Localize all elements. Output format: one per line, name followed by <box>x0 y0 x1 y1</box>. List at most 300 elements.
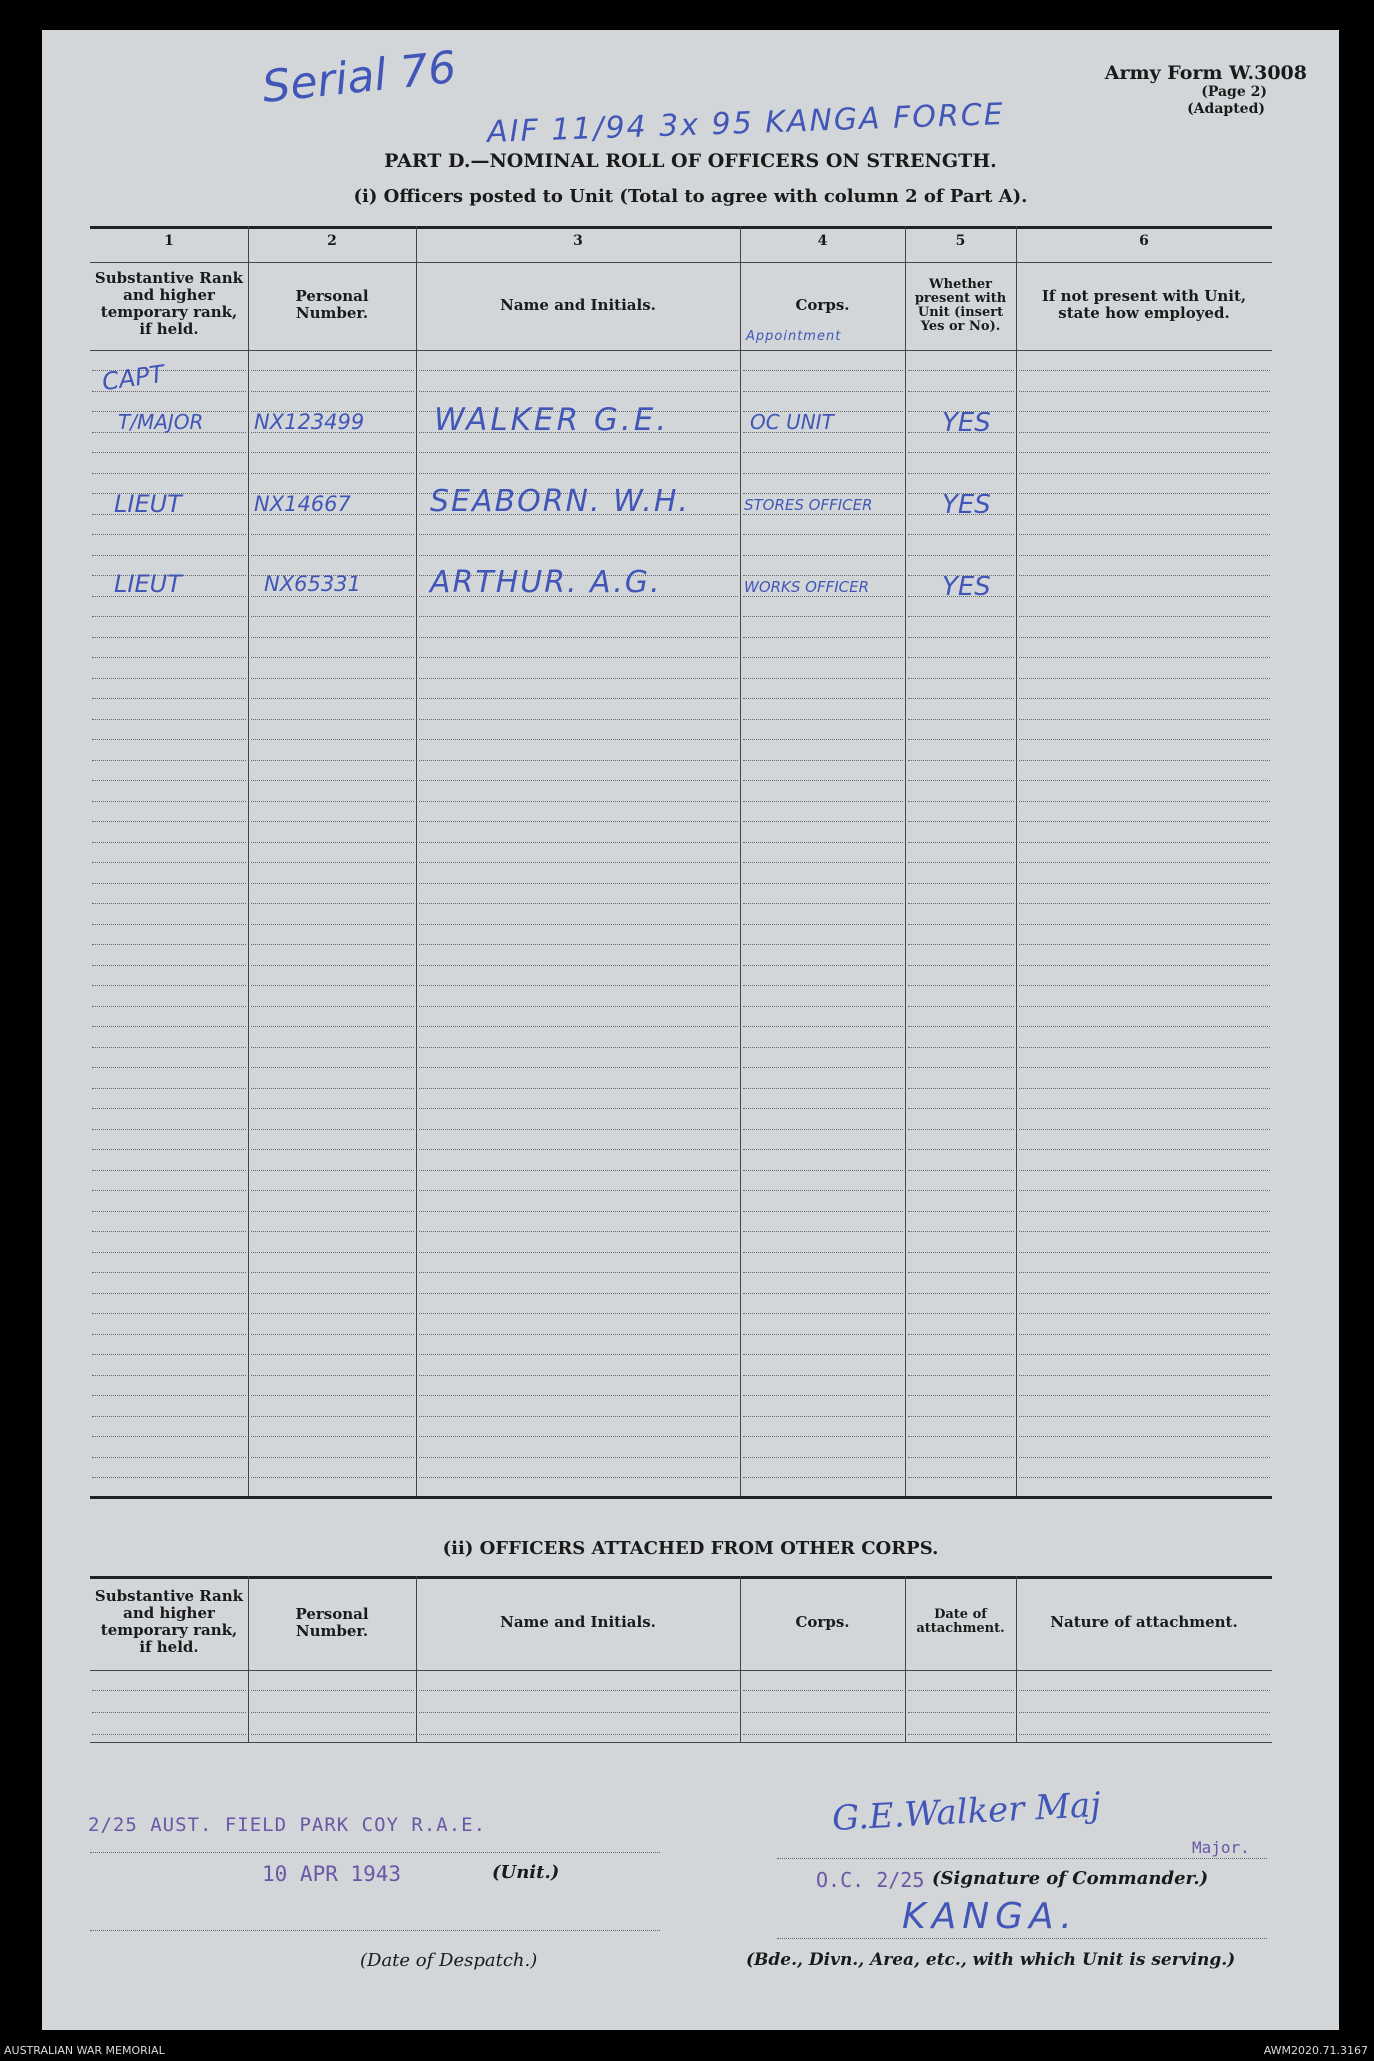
ruling-line <box>92 637 246 638</box>
ruling-line <box>251 1211 414 1212</box>
ruling-line <box>419 698 738 699</box>
form-page-number: (Page 2) <box>1201 84 1267 100</box>
t2-header-rank: Substantive Rank and higher temporary rank, if held. <box>94 1587 244 1656</box>
ruling-line <box>908 698 1014 699</box>
footer-left: AUSTRALIAN WAR MEMORIAL <box>4 2044 165 2057</box>
ruling-line <box>743 1293 903 1294</box>
ruling-line <box>1019 965 1270 966</box>
ruling-line <box>743 616 903 617</box>
ruling-line <box>908 370 1014 371</box>
ruling-line <box>251 1734 414 1735</box>
ruling-line <box>908 944 1014 945</box>
ruling-line <box>92 1211 246 1212</box>
ruling-line <box>419 637 738 638</box>
ruling-line <box>419 1088 738 1089</box>
ruling-line <box>743 1006 903 1007</box>
ruling-line <box>251 616 414 617</box>
ruling-line <box>1019 657 1270 658</box>
ruling-line <box>92 452 246 453</box>
ruling-line <box>92 698 246 699</box>
ruling-line <box>743 883 903 884</box>
ruling-line <box>743 842 903 843</box>
ruling-line <box>92 1334 246 1335</box>
ruling-line <box>908 1211 1014 1212</box>
ruling-line <box>1019 1047 1270 1048</box>
ruling-line <box>743 1457 903 1458</box>
ruling-line <box>92 883 246 884</box>
ruling-line <box>743 1170 903 1171</box>
ruling-line <box>1019 411 1270 412</box>
ruling-line <box>908 534 1014 535</box>
ruling-line <box>92 1395 246 1396</box>
ruling-line <box>908 1457 1014 1458</box>
ruling-line <box>743 1211 903 1212</box>
ruling-line <box>908 1416 1014 1417</box>
form-number: Army Form W.3008 <box>1104 62 1307 84</box>
ruling-line <box>1019 493 1270 494</box>
ruling-line <box>419 555 738 556</box>
ruling-line <box>1019 1457 1270 1458</box>
ruling-line <box>1019 883 1270 884</box>
date-stamp: 10 APR 1943 <box>262 1862 402 1886</box>
ruling-line <box>743 534 903 535</box>
ruling-line <box>419 1006 738 1007</box>
ruling-line <box>92 1190 246 1191</box>
ruling-line <box>92 780 246 781</box>
ruling-line <box>419 1108 738 1109</box>
ruling-line <box>1019 1252 1270 1253</box>
ruling-line <box>251 637 414 638</box>
ruling-line <box>908 1313 1014 1314</box>
t2-header-date: Date of attachment. <box>916 1607 1005 1636</box>
formation-value: KANGA. <box>902 1896 1078 1937</box>
ruling-line <box>743 555 903 556</box>
ruling-line <box>743 821 903 822</box>
ruling-line <box>743 370 903 371</box>
ruling-line <box>251 985 414 986</box>
ruling-line <box>908 1047 1014 1048</box>
ruling-line <box>92 1252 246 1253</box>
ruling-line <box>251 391 414 392</box>
ruling-line <box>743 1375 903 1376</box>
ruling-line <box>92 1477 246 1478</box>
ruling-line <box>92 1416 246 1417</box>
ruling-line <box>908 842 1014 843</box>
ruling-line <box>92 1375 246 1376</box>
ruling-line <box>743 493 903 494</box>
ruling-line <box>419 1690 738 1691</box>
ruling-line <box>743 760 903 761</box>
ruling-line <box>1019 1712 1270 1713</box>
ruling-line <box>419 657 738 658</box>
ruling-line <box>251 698 414 699</box>
ruling-line <box>419 534 738 535</box>
ruling-line <box>908 1436 1014 1437</box>
ruling-line <box>419 1190 738 1191</box>
ruling-line <box>908 473 1014 474</box>
ruling-line <box>1019 534 1270 535</box>
ruling-line <box>92 903 246 904</box>
ruling-line <box>743 1047 903 1048</box>
ruling-line <box>743 862 903 863</box>
ruling-line <box>743 1272 903 1273</box>
ruling-line <box>1019 555 1270 556</box>
ruling-line <box>908 903 1014 904</box>
ruling-line <box>743 1334 903 1335</box>
ruling-line <box>743 739 903 740</box>
ruling-line <box>419 1047 738 1048</box>
signature-label: (Signature of Commander.) <box>932 1868 1209 1889</box>
ruling-line <box>419 1395 738 1396</box>
ruling-line <box>92 1734 246 1735</box>
ruling-line <box>92 1026 246 1027</box>
ruling-line <box>419 678 738 679</box>
ruling-line <box>419 391 738 392</box>
ruling-line <box>1019 616 1270 617</box>
ruling-line <box>251 1170 414 1171</box>
ruling-line <box>743 1477 903 1478</box>
ruling-line <box>1019 1272 1270 1273</box>
ruling-line <box>908 1293 1014 1294</box>
section-ii-title: (ii) OFFICERS ATTACHED FROM OTHER CORPS. <box>442 1538 939 1559</box>
header-employed: If not present with Unit, state how employed. <box>1041 287 1247 322</box>
ruling-line <box>908 1477 1014 1478</box>
ruling-line <box>908 965 1014 966</box>
ruling-line <box>251 1026 414 1027</box>
ruling-line <box>1019 514 1270 515</box>
ruling-line <box>1019 1149 1270 1150</box>
ruling-line <box>92 1231 246 1232</box>
oc-stamp: O.C. 2/25 <box>816 1868 925 1892</box>
ruling-line <box>251 1375 414 1376</box>
ruling-line <box>743 924 903 925</box>
ruling-line <box>251 452 414 453</box>
ruling-line <box>419 924 738 925</box>
ruling-line <box>251 842 414 843</box>
ruling-line <box>92 1006 246 1007</box>
ruling-line <box>1019 1690 1270 1691</box>
commander-signature: G.E.Walker Maj <box>831 1784 1102 1840</box>
ruling-line <box>419 760 738 761</box>
ruling-line <box>419 883 738 884</box>
ruling-line <box>908 1088 1014 1089</box>
ruling-line <box>743 1416 903 1417</box>
ruling-line <box>419 1457 738 1458</box>
footer-right: AWM2020.71.3167 <box>1263 2044 1368 2057</box>
section-i-title: (i) Officers posted to Unit (Total to agree with column 2 of Part A). <box>353 186 1028 207</box>
ruling-line <box>251 760 414 761</box>
ruling-line <box>419 1293 738 1294</box>
ruling-line <box>1019 1477 1270 1478</box>
col-number-2: 2 <box>327 233 337 249</box>
ruling-line <box>743 965 903 966</box>
ruling-line <box>908 1334 1014 1335</box>
ruling-line <box>908 616 1014 617</box>
unit-stamp: 2/25 AUST. FIELD PARK COY R.A.E. <box>88 1814 487 1836</box>
row3-corps: WORKS OFFICER <box>744 578 870 596</box>
ruling-line <box>908 780 1014 781</box>
ruling-line <box>743 1354 903 1355</box>
ruling-line <box>908 1129 1014 1130</box>
ruling-line <box>251 739 414 740</box>
ruling-line <box>908 1272 1014 1273</box>
row2-present: YES <box>942 490 991 520</box>
ruling-line <box>92 944 246 945</box>
ruling-line <box>1019 452 1270 453</box>
ruling-line <box>251 1067 414 1068</box>
ruling-line <box>419 1170 738 1171</box>
ruling-line <box>1019 1231 1270 1232</box>
formation-label: (Bde., Divn., Area, etc., with which Unit is serving.) <box>746 1950 1236 1970</box>
ruling-line <box>92 1354 246 1355</box>
ruling-line <box>419 1149 738 1150</box>
ruling-line <box>1019 944 1270 945</box>
form-adapted: (Adapted) <box>1187 101 1265 117</box>
ruling-line <box>251 801 414 802</box>
ruling-line <box>743 391 903 392</box>
ruling-line <box>743 1108 903 1109</box>
ruling-line <box>92 534 246 535</box>
ruling-line <box>908 1375 1014 1376</box>
header-present: Whether present with Unit (insert Yes or No). <box>914 277 1007 334</box>
ruling-line <box>743 719 903 720</box>
unit-annotation: AIF 11/94 3x 95 KANGA FORCE <box>486 96 1006 151</box>
ruling-line <box>908 883 1014 884</box>
ruling-line <box>92 1457 246 1458</box>
ruling-line <box>251 1149 414 1150</box>
ruling-line <box>1019 739 1270 740</box>
ruling-line <box>251 1416 414 1417</box>
t2-header-corps: Corps. <box>795 1613 850 1631</box>
ruling-line <box>908 924 1014 925</box>
ruling-line <box>908 1231 1014 1232</box>
ruling-line <box>419 1252 738 1253</box>
ruling-line <box>908 452 1014 453</box>
ruling-line <box>251 1047 414 1048</box>
ruling-line <box>92 678 246 679</box>
ruling-line <box>1019 924 1270 925</box>
ruling-line <box>92 1272 246 1273</box>
ruling-line <box>1019 637 1270 638</box>
ruling-line <box>92 555 246 556</box>
ruling-line <box>908 1149 1014 1150</box>
ruling-line <box>1019 821 1270 822</box>
ruling-line <box>419 1477 738 1478</box>
ruling-line <box>1019 903 1270 904</box>
ruling-line <box>92 760 246 761</box>
ruling-line <box>419 1712 738 1713</box>
ruling-line <box>908 862 1014 863</box>
ruling-line <box>908 985 1014 986</box>
ruling-line <box>419 739 738 740</box>
unit-label: (Unit.) <box>492 1862 560 1883</box>
major-stamp: Major. <box>1192 1838 1250 1857</box>
ruling-line <box>419 370 738 371</box>
ruling-line <box>743 1313 903 1314</box>
ruling-line <box>1019 1006 1270 1007</box>
corps-annotation: Appointment <box>746 329 842 344</box>
ruling-line <box>92 985 246 986</box>
part-title: PART D.—NOMINAL ROLL OF OFFICERS ON STRENGTH. <box>384 150 997 172</box>
ruling-line <box>251 1190 414 1191</box>
form-page <box>42 30 1339 2030</box>
ruling-line <box>92 1149 246 1150</box>
ruling-line <box>419 1354 738 1355</box>
row3-rank: LIEUT <box>114 570 182 598</box>
ruling-line <box>251 1477 414 1478</box>
ruling-line <box>251 1293 414 1294</box>
ruling-line <box>251 821 414 822</box>
ruling-line <box>1019 1067 1270 1068</box>
ruling-line <box>1019 1334 1270 1335</box>
ruling-line <box>743 1067 903 1068</box>
date-label: (Date of Despatch.) <box>360 1950 538 1971</box>
ruling-line <box>92 1293 246 1294</box>
ruling-line <box>92 657 246 658</box>
ruling-line <box>251 1088 414 1089</box>
ruling-line <box>743 452 903 453</box>
ruling-line <box>419 719 738 720</box>
ruling-line <box>92 821 246 822</box>
row2-rank: LIEUT <box>114 490 182 518</box>
t2-header-nature: Nature of attachment. <box>1050 1613 1238 1631</box>
ruling-line <box>743 698 903 699</box>
ruling-line <box>419 1313 738 1314</box>
ruling-line <box>251 903 414 904</box>
ruling-line <box>908 719 1014 720</box>
ruling-line <box>1019 1395 1270 1396</box>
ruling-line <box>908 1712 1014 1713</box>
ruling-line <box>251 1006 414 1007</box>
ruling-line <box>92 801 246 802</box>
t2-header-personal-number: Personal Number. <box>295 1605 369 1640</box>
ruling-line <box>1019 1416 1270 1417</box>
ruling-line <box>419 1436 738 1437</box>
ruling-line <box>92 965 246 966</box>
ruling-line <box>251 657 414 658</box>
ruling-line <box>908 760 1014 761</box>
ruling-line <box>1019 1108 1270 1109</box>
ruling-line <box>251 1395 414 1396</box>
ruling-line <box>251 883 414 884</box>
ruling-line <box>92 842 246 843</box>
serial-annotation: Serial 76 <box>259 41 459 114</box>
ruling-line <box>419 780 738 781</box>
ruling-line <box>743 1252 903 1253</box>
row3-present: YES <box>942 572 991 602</box>
ruling-line <box>1019 1293 1270 1294</box>
ruling-line <box>419 473 738 474</box>
row1-rank: T/MAJOR <box>118 410 204 434</box>
ruling-line <box>908 678 1014 679</box>
ruling-line <box>251 719 414 720</box>
ruling-line <box>1019 760 1270 761</box>
t2-header-name: Name and Initials. <box>500 1613 656 1631</box>
ruling-line <box>1019 596 1270 597</box>
ruling-line <box>743 1712 903 1713</box>
ruling-line <box>251 780 414 781</box>
ruling-line <box>92 616 246 617</box>
ruling-line <box>419 1334 738 1335</box>
ruling-line <box>908 637 1014 638</box>
ruling-line <box>743 1129 903 1130</box>
ruling-line <box>1019 1375 1270 1376</box>
row3-name: ARTHUR. A.G. <box>430 565 662 600</box>
ruling-line <box>1019 1190 1270 1191</box>
ruling-line <box>92 1088 246 1089</box>
ruling-line <box>251 1108 414 1109</box>
ruling-line <box>251 1272 414 1273</box>
ruling-line <box>251 678 414 679</box>
ruling-line <box>1019 1088 1270 1089</box>
col-number-1: 1 <box>164 233 174 249</box>
ruling-line <box>743 575 903 576</box>
ruling-line <box>1019 370 1270 371</box>
ruling-line <box>1019 780 1270 781</box>
ruling-line <box>1019 842 1270 843</box>
ruling-line <box>908 1170 1014 1171</box>
ruling-line <box>419 616 738 617</box>
ruling-line <box>419 1734 738 1735</box>
ruling-line <box>1019 1026 1270 1027</box>
ruling-line <box>92 719 246 720</box>
ruling-line <box>92 1436 246 1437</box>
row1-present: YES <box>942 408 991 438</box>
ruling-line <box>251 473 414 474</box>
ruling-line <box>1019 1354 1270 1355</box>
ruling-line <box>743 637 903 638</box>
header-personal-number: Personal Number. <box>295 287 369 322</box>
ruling-line <box>743 1690 903 1691</box>
ruling-line <box>419 821 738 822</box>
ruling-line <box>419 1375 738 1376</box>
ruling-line <box>92 1170 246 1171</box>
ruling-line <box>1019 1313 1270 1314</box>
ruling-line <box>908 555 1014 556</box>
ruling-line <box>743 1088 903 1089</box>
ruling-line <box>92 924 246 925</box>
ruling-line <box>908 1252 1014 1253</box>
ruling-line <box>92 1690 246 1691</box>
row1-corps: OC UNIT <box>750 410 834 434</box>
ruling-line <box>419 1026 738 1027</box>
ruling-line <box>908 1354 1014 1355</box>
ruling-line <box>1019 1211 1270 1212</box>
ruling-line <box>1019 678 1270 679</box>
ruling-line <box>908 739 1014 740</box>
ruling-line <box>1019 698 1270 699</box>
ruling-line <box>743 1395 903 1396</box>
ruling-line <box>743 678 903 679</box>
row2-name: SEABORN. W.H. <box>430 484 690 519</box>
row1-rank-top: CAPT <box>100 359 166 397</box>
row2-corps: STORES OFFICER <box>744 496 873 514</box>
ruling-line <box>1019 391 1270 392</box>
ruling-line <box>92 473 246 474</box>
ruling-line <box>908 1190 1014 1191</box>
col-number-6: 6 <box>1139 233 1149 249</box>
ruling-line <box>908 1734 1014 1735</box>
ruling-line <box>251 555 414 556</box>
ruling-line <box>419 801 738 802</box>
header-rank: Substantive Rank and higher temporary rank, if held. <box>94 269 244 338</box>
header-corps: Corps. <box>795 296 850 314</box>
ruling-line <box>92 1313 246 1314</box>
ruling-line <box>419 985 738 986</box>
ruling-line <box>419 1129 738 1130</box>
ruling-line <box>251 1354 414 1355</box>
ruling-line <box>251 1252 414 1253</box>
